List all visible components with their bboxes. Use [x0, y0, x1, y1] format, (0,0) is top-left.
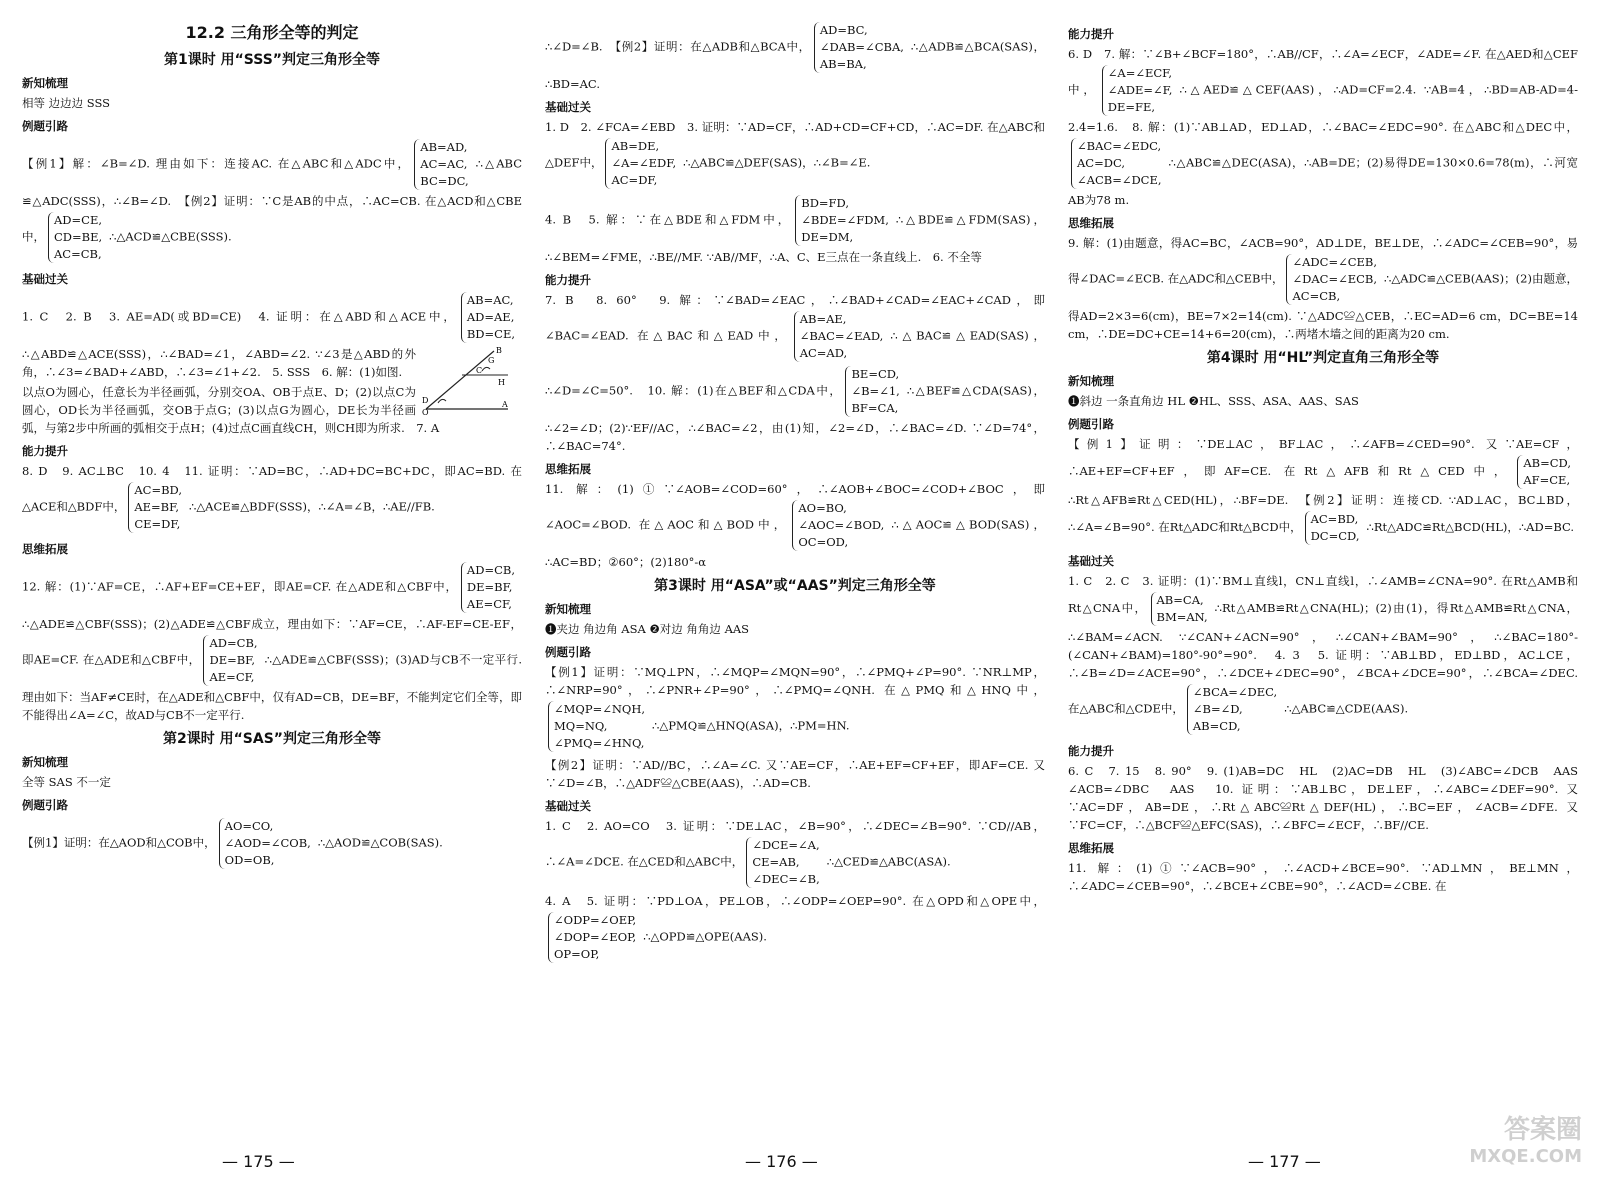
- equation-system: AD=BC, ∠DAB=∠CBA, AB=BA,: [814, 22, 908, 73]
- answer-text: 7. B 8. 60° 9. 解：∵∠BAD=∠EAC，∴∠BAD+∠CAD=∠EAC+∠CAD，即∠BAC=∠EAD. 在△BAC和△EAD中， AB=AE, ∠BAC=∠EAD, AC=AD, ∴△BAC≌△EAD(SAS)，∴∠D=∠C=50°. 10. 解：(1)在△BEF和△CDA中， BE=CD, ∠B=∠1, BF=CA, ∴△BEF≌△CDA(SAS)，∴∠2=∠D；(2)∵EF//AC，∴∠BAC=∠2，由(1)知，∠2=∠D，∴∠BAC=∠D. ∵∠D=74°，∴∠BAC=74°.: [545, 293, 1045, 453]
- section-label: 例题引路: [1068, 417, 1114, 431]
- section-label: 思维拓展: [1068, 216, 1114, 230]
- diagram-label: G: [488, 356, 495, 365]
- answer-text: 1. C 2. B 3. AE=AD(或BD=CE) 4. 证明：在△ABD和△ACE中， AB=AC, AD=AE, BD=CE, D O A B C G H ∴△ABD≌△ACE(SSS)，∴∠BAD=∠1，∠ABD=∠2. ∵∠3是△ABD的外角，∴∠3=∠BAD+∠ABD，∴∠3=∠1+∠2. 5. SSS 6. 解：(1)如图.: [22, 290, 522, 381]
- equation-system: ∠BAC=∠EDC, AC=DC, ∠ACB=∠DCE,: [1071, 138, 1166, 189]
- equation-system: ∠A=∠ECF, ∠ADE=∠F, DE=FE,: [1102, 65, 1177, 116]
- diagram-label: A: [502, 400, 508, 409]
- equation-system: AD=CE, CD=BE, AC=CB,: [48, 212, 106, 263]
- answer-text: 以点O为圆心，任意长为半径画弧，分别交OA、OB于点E、D；(2)以点C为圆心，OD长为半径画弧，交OB于点G；(3)以点G为圆心，DE长为半径画弧，与第2步中所画的弧相交于点H；(4)过点C画直线CH，则CH即为所求. 7. A: [22, 385, 440, 435]
- section-label: 基础过关: [545, 799, 591, 813]
- answer-text: 6. D 7. 解：∵∠B+∠BCF=180°，∴AB//CF，∴∠A=∠ECF，∠ADE=∠F. 在△AED和△CEF中， ∠A=∠ECF, ∠ADE=∠F, DE=FE, ∴△AED≌△CEF(AAS)，∴AD=CF=2.4. ∵AB=4，∴BD=AB-AD=4-2.4=1.6. 8. 解：(1)∵AB⊥AD，ED⊥AD，∴∠BAC=∠EDC=90°. 在△ABC和△DEC中， ∠BAC=∠EDC, AC=DC, ∠ACB=∠DCE, ∴△ABC≌△DEC(ASA)，∴AB=DE；(2)易得DE=130×0.6=78(m)，∴河宽AB为78 m.: [1068, 47, 1578, 207]
- equation-system: ∠ODP=∠OEP, ∠DOP=∠EOP, OP=OP,: [548, 912, 640, 963]
- equation-system: AB=CA, BM=AN,: [1151, 592, 1212, 626]
- equation-system: AB=DE, ∠A=∠EDF, AC=DF,: [605, 138, 680, 189]
- diagram-label: B: [496, 346, 502, 355]
- section-label: 新知梳理: [22, 755, 68, 769]
- equation-system: AB=AC, AD=AE, BD=CE,: [461, 292, 519, 343]
- equation-system: BE=CD, ∠B=∠1, BF=CA,: [845, 366, 903, 417]
- page-number: — 175 —: [222, 1152, 295, 1171]
- lesson-heading: 第1课时 用“SSS”判定三角形全等: [163, 52, 380, 68]
- section-label: 新知梳理: [1068, 374, 1114, 388]
- equation-system: ∠BCA=∠DEC, ∠B=∠D, AB=CD,: [1187, 684, 1281, 735]
- page-176: [545, 20, 1045, 1139]
- diagram-label: C: [476, 366, 483, 375]
- answer-text: 4. B 5. 解：∵在△BDE和△FDM中， BD=FD, ∠BDE=∠FDM, DE=DM, ∴△BDE≌△FDM(SAS)，∴∠BEM=∠FME，∴BE//MF. ∵AB//MF，∴A、C、E三点在一条直线上. 6. 不全等: [545, 196, 1046, 264]
- answer-text: 1. C 2. C 3. 证明：(1)∵BM⊥直线l，CN⊥直线l，∴∠AMB=∠CNA=90°. 在Rt△AMB和Rt△CNA中， AB=CA, BM=AN, ∴Rt△AMB≌Rt△CNA(HL)；(2)由(1)，得Rt△AMB≌Rt△CNA，∴∠BAM=∠ACN. ∵∠CAN+∠ACN=90°，∴∠CAN+∠BAM=90°，∴∠BAC=180°-(∠CAN+∠BAM)=180°-90°=90°. 4. 3 5. 证明：∵AB⊥BD，ED⊥BD，AC⊥CE，∴∠B=∠D=∠ACE=90°，∴∠DCE+∠DEC=90°，∠BCA+∠DCE=90°，∴∠BCA=∠DEC. 在△ABC和△CDE中， ∠BCA=∠DEC, ∠B=∠D, AB=CD, ∴△ABC≌△CDE(AAS).: [1068, 574, 1579, 733]
- equation-system: AB=AE, ∠BAC=∠EAD, AC=AD,: [794, 311, 888, 362]
- section-label: 例题引路: [22, 798, 68, 812]
- page-number: — 177 —: [1248, 1152, 1321, 1171]
- answer-text: 11. 解：(1)①∵∠ACB=90°，∴∠ACD+∠BCE=90°. ∵AD⊥MN，BE⊥MN，∴∠ADC=∠CEB=90°，∴∠BCE+∠CBE=90°，∴∠ACD=∠CBE. 在: [1068, 861, 1578, 893]
- answer-text: 4. A 5. 证明：∵PD⊥OA，PE⊥OB，∴∠ODP=∠OEP=90°. 在△OPD和△OPE中， ∠ODP=∠OEP, ∠DOP=∠EOP, OP=OP, ∴△OPD≌△OPE(AAS).: [545, 894, 1045, 961]
- section-label: 思维拓展: [545, 462, 591, 476]
- page-175: [22, 20, 522, 1139]
- equation-system: AD=CB, DE=BF, AE=CF,: [461, 562, 519, 613]
- page-177: [1068, 20, 1590, 1139]
- equation-system: AB=AD, AC=AC, BC=DC,: [414, 139, 472, 190]
- answer-text: 【例1】证明：在△AOD和△COB中， AO=CO, ∠AOD=∠COB, OD=OB, ∴△AOD≌△COB(SAS).: [22, 819, 443, 867]
- geometry-diagram: [422, 345, 512, 415]
- section-label: 能力提升: [1068, 744, 1114, 758]
- answer-text: 【例1】证明：∵MQ⊥PN，∴∠MQP=∠MQN=90°，∴∠PMQ+∠P=90°. ∵NR⊥MP，∴∠NRP=90°，∴∠PNR+∠P=90°，∴∠PMQ=∠QNH. 在△PMQ和△HNQ中， ∠MQP=∠NQH, MQ=NQ, ∠PMQ=∠HNQ, ∴△PMQ≌△HNQ(ASA)，∴PM=HN.: [545, 665, 1045, 750]
- answer-text: 【例2】证明：∵AD//BC，∴∠A=∠C. 又∵AE=CF，∴AE+EF=CF+EF，即AF=CE. 又∵∠D=∠B，∴△ADF≌△CBE(AAS)，∴AD=CB.: [545, 758, 1045, 790]
- section-label: 能力提升: [1068, 27, 1114, 41]
- lesson-heading: 第3课时 用“ASA”或“AAS”判定三角形全等: [654, 578, 936, 594]
- diagram-label: H: [498, 378, 505, 387]
- equation-system: AB=CD, AF=CE,: [1517, 455, 1575, 489]
- answer-text: 8. D 9. AC⊥BC 10. 4 11. 证明：∵AD=BC，∴AD+DC=BC+DC，即AC=BD. 在△ACE和△BDF中， AC=BD, AE=BF, CE=DF, ∴△ACE≌△BDF(SSS)，∴∠A=∠B，∴AE//FB.: [22, 464, 522, 531]
- watermark-logo: 答案圈 MXQE.COM: [1469, 1115, 1582, 1167]
- page-number: — 176 —: [745, 1152, 818, 1171]
- section-label: 能力提升: [22, 444, 68, 458]
- answer-text: 全等 SAS 不一定: [22, 775, 111, 789]
- equation-system: ∠DCE=∠A, CE=AB, ∠DEC=∠B,: [746, 837, 823, 888]
- answer-text: 6. C 7. 15 8. 90° 9. (1)AB=DC HL (2)AC=DB HL (3)∠ABC=∠DCB AAS ∠ACB=∠DBC AAS 10. 证明：∵AB⊥BC，DE⊥EF，∴∠ABC=∠DEF=90°. 又∵AC=DF，AB=DE，∴Rt△ABC≌Rt△DEF(HL)，∴BC=EF，∠ACB=∠DFE. 又∵FC=CF，∴△BCF≌△EFC(SAS)，∴∠BFC=∠ECF，∴BF//CE.: [1068, 764, 1590, 832]
- section-label: 新知梳理: [22, 76, 68, 90]
- section-label: 基础过关: [545, 100, 591, 114]
- lesson-heading: 第4课时 用“HL”判定直角三角形全等: [1206, 350, 1440, 366]
- section-label: 例题引路: [22, 119, 68, 133]
- equation-system: ∠ADC=∠CEB, ∠DAC=∠ECB, AC=CB,: [1286, 254, 1381, 305]
- equation-system: AO=BO, ∠AOC=∠BOD, OC=OD,: [792, 500, 888, 551]
- answer-text: 11. 解：(1)①∵∠AOB=∠COD=60°，∴∠AOB+∠BOC=∠COD+∠BOC，即∠AOC=∠BOD. 在△AOC和△BOD中， AO=BO, ∠AOC=∠BOD, OC=OD, ∴△AOC≌△BOD(SAS)，∴AC=BD；②60°；(2)180°-α: [545, 482, 1045, 569]
- answer-text: 【例1】证明：∵DE⊥AC，BF⊥AC，∴∠AFB=∠CED=90°. 又∵AE=CF，∴AE+EF=CF+EF，即AF=CE. 在Rt△AFB和Rt△CED中， AB=CD, AF=CE, ∴Rt△AFB≌Rt△CED(HL)，∴BF=DE. 【例2】证明：连接CD. ∵AD⊥AC，BC⊥BD，∴∠A=∠B=90°. 在Rt△ADC和Rt△BCD中， AC=BD, DC=CD, ∴Rt△ADC≌Rt△BCD(HL)，∴AD=BC.: [1068, 437, 1578, 543]
- equation-system: AC=BD, AE=BF, CE=DF,: [128, 482, 186, 533]
- answer-text: 12. 解：(1)∵AF=CE，∴AF+EF=CE+EF，即AE=CF. 在△ADE和△CBF中， AD=CB, DE=BF, AE=CF, ∴△ADE≌△CBF(SSS)；(2)△ADE≌△CBF成立，理由如下：∵AF=CE，∴AF-EF=CE-EF，即AE=CF. 在△ADE和△CBF中， AD=CB, DE=BF, AE=CF, ∴△ADE≌△CBF(SSS)；(3)AD与CB不一定平行. 理由如下：当AF≠CE时，在△ADE和△CBF中，仅有AD=CB，DE=BF，不能判定它们全等，即不能得出∠A=∠C，故AD与CB不一定平行.: [22, 563, 522, 722]
- section-label: 思维拓展: [22, 542, 68, 556]
- answer-text: 相等 边边边 SSS: [22, 96, 111, 110]
- lesson-heading: 第2课时 用“SAS”判定三角形全等: [162, 731, 382, 747]
- answer-text: 9. 解：(1)由题意，得AC=BC，∠ACB=90°，AD⊥DE，BE⊥DE，∴∠ADC=∠CEB=90°，易得∠DAC=∠ECB. 在△ADC和△CEB中， ∠ADC=∠CEB, ∠DAC=∠ECB, AC=CB, ∴△ADC≌△CEB(AAS)；(2)由题意，得AD=2×3=6(cm)，BE=7×2=14(cm). ∵△ADC≌△CEB，∴EC=AD=6 cm，DC=BE=14 cm，∴DE=DC+CE=14+6=20(cm)，∴两堵木墙之间的距离为20 cm.: [1068, 236, 1578, 341]
- answer-text: ∴∠D=∠B. 【例2】证明：在△ADB和△BCA中， AD=BC, ∠DAB=∠CBA, AB=BA, ∴△ADB≌△BCA(SAS)，∴BD=AC.: [545, 23, 1045, 91]
- section-label: 例题引路: [545, 645, 591, 659]
- equation-system: AD=CB, DE=BF, AE=CF,: [203, 635, 261, 686]
- answer-text: 1. D 2. ∠FCA=∠EBD 3. 证明：∵AD=CF，∴AD+CD=CF+CD，∴AC=DF. 在△ABC和△DEF中， AB=DE, ∠A=∠EDF, AC=DF, ∴△ABC≌△DEF(SAS)，∴∠B=∠E.: [545, 120, 1045, 187]
- section-label: 新知梳理: [545, 602, 591, 616]
- equation-system: AO=CO, ∠AOD=∠COB, OD=OB,: [219, 818, 315, 869]
- diagram-label: O: [422, 408, 429, 417]
- answer-text: ❶斜边 一条直角边 HL ❷HL、SSS、ASA、AAS、SAS: [1068, 394, 1359, 408]
- equation-system: ∠MQP=∠NQH, MQ=NQ, ∠PMQ=∠HNQ,: [548, 701, 649, 752]
- section-label: 能力提升: [545, 273, 591, 287]
- section-label: 基础过关: [1068, 554, 1114, 568]
- section-title: 12.2 三角形全等的判定: [185, 23, 359, 42]
- answer-text: 1. C 2. AO=CO 3. 证明：∵DE⊥AC，∠B=90°，∴∠DEC=∠B=90°. ∵CD//AB，∴∠A=∠DCE. 在△CED和△ABC中， ∠DCE=∠A, CE=AB, ∠DEC=∠B, ∴△CED≌△ABC(ASA).: [545, 819, 1045, 886]
- section-label: 基础过关: [22, 272, 68, 286]
- section-label: 思维拓展: [1068, 841, 1114, 855]
- answer-text: ❶夹边 角边角 ASA ❷对边 角角边 AAS: [545, 622, 750, 636]
- answer-text: 【例1】解：∠B=∠D. 理由如下：连接AC. 在△ABC和△ADC中， AB=AD, AC=AC, BC=DC, ∴△ABC ≌△ADC(SSS)，∴∠B=∠D. 【例2】证明：∵C是AB的中点，∴AC=CB. 在△ACD和△CBE中， AD=CE, CD=BE, AC=CB, ∴△ACD≌△CBE(SSS).: [22, 140, 522, 261]
- equation-system: AC=BD, DC=CD,: [1305, 511, 1364, 545]
- equation-system: BD=FD, ∠BDE=∠FDM, DE=DM,: [795, 195, 893, 246]
- diagram-label: D: [422, 396, 429, 405]
